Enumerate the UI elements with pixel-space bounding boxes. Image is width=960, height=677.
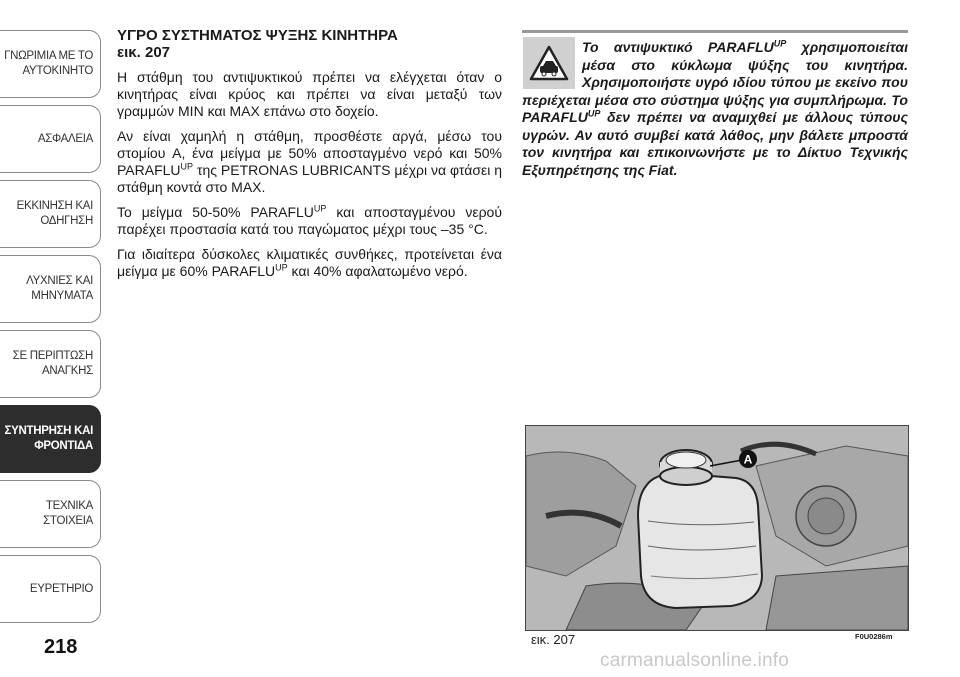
paragraph-protection: Το μείγμα 50-50% $PARAFLU^{UP}$ και αποσταγμένου νερού παρέχει προστασία κατά του παγώματος μέχρι τους –35 °C.: [117, 203, 502, 237]
tab-index[interactable]: ΕΥΡΕΤΗΡΙΟ: [0, 555, 101, 623]
paragraph-harsh-climate: Για ιδιαίτερα δύσκολες κλιματικές συνθήκες, προτείνεται ένα μείγμα με 60% $PARAFLU^{UP}$ και 40% αφαλατωμένο νερό.: [117, 246, 502, 279]
figure-code: F0U0286m: [855, 632, 893, 641]
tab-emergency[interactable]: ΣΕ ΠΕΡΙΠΤΩΣΗ ΑΝΑΓΚΗΣ: [0, 330, 101, 398]
figure-caption: εικ. 207: [531, 632, 576, 647]
figure-reference: εικ. 207: [117, 44, 171, 61]
section-heading: ΥΓΡΟ ΣΥΣΤΗΜΑΤΟΣ ΨΥΞΗΣ ΚΙΝΗΤΗΡΑ: [117, 27, 398, 44]
engine-bay-figure: [525, 425, 909, 631]
tab-maintenance[interactable]: ΣΥΝΤΗΡΗΣΗ ΚΑΙ ΦΡΟΝΤΙΔΑ: [0, 405, 101, 473]
car-warning-triangle-icon: [523, 37, 575, 89]
callout-a: A: [743, 452, 753, 467]
tab-technical-data[interactable]: ΤΕΧΝΙΚΑ ΣΤΟΙΧΕΙΑ: [0, 480, 101, 548]
tab-safety[interactable]: ΑΣΦΑΛΕΙΑ: [0, 105, 101, 173]
paragraph-level-check: Η στάθμη του αντιψυκτικού πρέπει να ελέγχεται όταν ο κινητήρας είναι κρύος και πρέπει να είναι μεταξύ των γραμμών MIN και MAX επάνω στο δοχείο.: [117, 69, 502, 119]
chapter-tabs: [0, 30, 101, 630]
watermark: carmanualsonline.info: [600, 650, 790, 671]
coolant-reservoir-illustration: [526, 426, 908, 630]
paragraph-topping-up: Αν είναι χαμηλή η στάθμη, προσθέστε αργά, μέσω του στομίου A, ένα μείγμα με 50% αποσταγμένο νερό και 50% $PARAFLU^{UP}$ της PETRONAS LUBRICANTS μέχρι να φτάσει η στάθμη κοντά στο MAX.: [117, 128, 502, 195]
warning-text: Το αντιψυκτικό $PARAFLU^{UP}$ χρησιμοποιείται μέσα στο κύκλωμα ψύξης του κινητήρα. Χρησιμοποιήστε υγρό ιδίου τύπου με εκείνο που περιέχεται μέσα στο σύστημα ψύξης για συμπλήρωμα. Το $PARAFLU^{UP}$ δεν πρέπει να αναμιχθεί με άλλους τύπους υγρών. Αν αυτό συμβεί κατά λάθος, μην βάλετε μπροστά τον κινητήρα και επικοινωνήστε με το Δίκτυο Τεχνικής Εξυπηρέτησης της Fiat.: [522, 38, 908, 178]
tab-getting-to-know[interactable]: ΓΝΩΡΙΜΙΑ ΜΕ ΤΟ ΑΥΤΟΚΙΝΗΤΟ: [0, 30, 101, 98]
warning-box: [522, 30, 908, 179]
coolant-section: [117, 27, 502, 288]
tab-warning-lights[interactable]: ΛΥΧΝΙΕΣ ΚΑΙ ΜΗΝΥΜΑΤΑ: [0, 255, 101, 323]
tab-starting-driving[interactable]: ΕΚΚΙΝΗΣΗ ΚΑΙ ΟΔΗΓΗΣΗ: [0, 180, 101, 248]
page-number: 218: [44, 636, 78, 658]
